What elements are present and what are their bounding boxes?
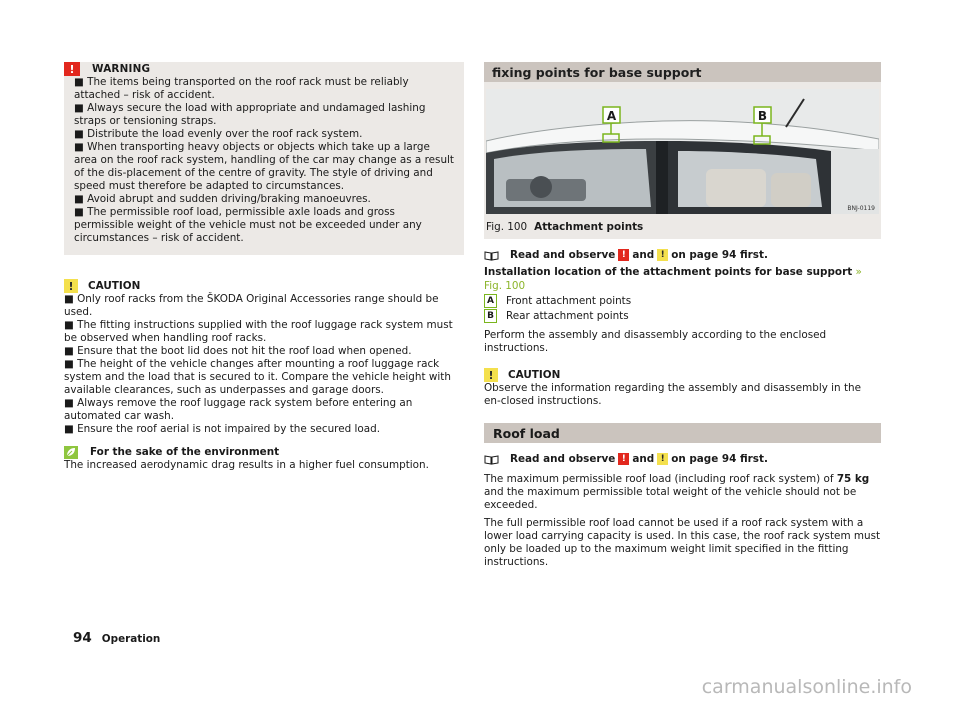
roof-load-title: Roof load bbox=[484, 423, 881, 443]
warning-ref-icon: ! bbox=[618, 453, 629, 465]
caution-ref-icon: ! bbox=[657, 453, 668, 465]
figure-frame bbox=[484, 82, 881, 239]
warning-item: ■ Avoid abrupt and sudden driving/braking manoeuvres. bbox=[74, 193, 371, 205]
roof-load-paragraph-2: The full permissible roof load cannot be used if a roof rack system with a lower load carrying capacity is used. In this case, the roof rack system must only be loaded up to the maximum weight limit specified in the fitting instructions. bbox=[484, 517, 881, 568]
legend-label-a: Front attachment points bbox=[506, 294, 632, 307]
caution-item: ■ The fitting instructions supplied with the roof luggage rack system must be observed when handling roof racks. bbox=[64, 319, 453, 344]
environment-text: The increased aerodynamic drag results in a higher fuel consumption. bbox=[64, 459, 429, 471]
watermark: carmanualsonline.info bbox=[701, 676, 912, 698]
right-column bbox=[484, 62, 881, 569]
warning-item: ■ Distribute the load evenly over the roof rack system. bbox=[74, 128, 363, 140]
left-column bbox=[64, 62, 464, 472]
read-observe-prefix: Read and observe bbox=[510, 453, 616, 465]
warning-item: ■ The items being transported on the roof rack must be reliably attached – risk of accident. bbox=[74, 76, 409, 101]
installation-instruction: Perform the assembly and disassembly according to the enclosed instructions. bbox=[484, 329, 827, 354]
figure-image bbox=[486, 89, 879, 214]
warning-item: ■ The permissible roof load, permissible axle loads and gross permissible weight of the vehicle must not be exceeded under any circumstances – risk of accident. bbox=[74, 206, 422, 244]
legend-key-a: A bbox=[484, 294, 497, 308]
warning-item: ■ Always secure the load with appropriate and undamaged lashing straps or tensioning straps. bbox=[74, 102, 426, 127]
read-observe-suffix: on page 94 first. bbox=[671, 453, 768, 465]
environment-leaf-icon bbox=[64, 446, 78, 459]
environment-header bbox=[64, 445, 464, 459]
caution-item: ■ Ensure that the boot lid does not hit the roof load when opened. bbox=[64, 345, 412, 357]
figure-title: Attachment points bbox=[534, 221, 644, 233]
page-footer bbox=[73, 630, 160, 646]
warning-item: ■ When transporting heavy objects or objects which take up a large area on the roof rack system, handling of the car may change as a result of the dis-placement of the centre of gravity. The style of driving and speed must therefore be adapted to circumstances. bbox=[74, 141, 454, 192]
caution-ref-icon: ! bbox=[657, 249, 668, 261]
caution-right-icon: ! bbox=[484, 368, 498, 382]
caution-item: ■ Only roof racks from the ŠKODA Original Accessories range should be used. bbox=[64, 293, 439, 318]
figure-header: fixing points for base support bbox=[484, 62, 881, 82]
warning-header bbox=[64, 62, 454, 76]
caution-item: ■ The height of the vehicle changes after mounting a roof luggage rack system and the load that is secured to it. Compare the vehicle height with available clearances, such as underpasses and garage doors. bbox=[64, 358, 451, 396]
page-number: 94 bbox=[73, 630, 92, 646]
read-observe-and: and bbox=[632, 249, 655, 261]
book-icon bbox=[484, 250, 499, 261]
caution-item: ■ Ensure the roof aerial is not impaired by the secured load. bbox=[64, 423, 381, 435]
figure-number: Fig. 100 bbox=[486, 221, 528, 233]
read-observe-line-2 bbox=[484, 452, 881, 466]
figure-link[interactable]: » Fig. 100 bbox=[484, 266, 862, 292]
caution-right-title: CAUTION bbox=[508, 369, 561, 381]
roof-load-value: 75 kg bbox=[836, 473, 870, 485]
installation-text: Installation location of the attachment points for base support bbox=[484, 266, 853, 278]
caution-header bbox=[64, 279, 464, 293]
environment-title: For the sake of the environment bbox=[90, 446, 280, 458]
warning-icon: ! bbox=[64, 62, 80, 76]
read-observe-line bbox=[484, 248, 881, 262]
warning-box bbox=[64, 62, 464, 255]
figure-caption bbox=[484, 221, 881, 233]
read-observe-suffix: on page 94 first. bbox=[671, 249, 768, 261]
warning-title: WARNING bbox=[92, 62, 151, 75]
caution-title: CAUTION bbox=[88, 280, 141, 292]
read-observe-and: and bbox=[632, 453, 655, 465]
book-icon bbox=[484, 454, 499, 465]
read-observe-prefix: Read and observe bbox=[510, 249, 616, 261]
caution-item: ■ Always remove the roof luggage rack system before entering an automated car wash. bbox=[64, 397, 413, 422]
caution-body bbox=[64, 293, 464, 436]
page-section: Operation bbox=[101, 633, 161, 645]
roof-load-paragraph-1: The maximum permissible roof load (including roof rack system) of 75 kg and the maximum permissible total weight of the vehicle should not be exceeded. bbox=[484, 473, 870, 511]
legend-key-b: B bbox=[484, 309, 497, 323]
legend-row-b bbox=[484, 308, 881, 323]
legend-row-a bbox=[484, 293, 881, 308]
legend-label-b: Rear attachment points bbox=[506, 309, 629, 322]
caution-right-text: Observe the information regarding the assembly and disassembly in the en-closed instructions. bbox=[484, 382, 861, 407]
caution-right-header bbox=[484, 368, 881, 382]
figure-label-b: B bbox=[757, 109, 768, 123]
figure-code: BNJ-0119 bbox=[847, 205, 875, 212]
warning-ref-icon: ! bbox=[618, 249, 629, 261]
figure-label-a: A bbox=[606, 109, 617, 123]
car-roof-illustration bbox=[486, 89, 879, 214]
warning-body bbox=[74, 76, 454, 245]
installation-line bbox=[484, 265, 881, 293]
caution-icon: ! bbox=[64, 279, 78, 293]
